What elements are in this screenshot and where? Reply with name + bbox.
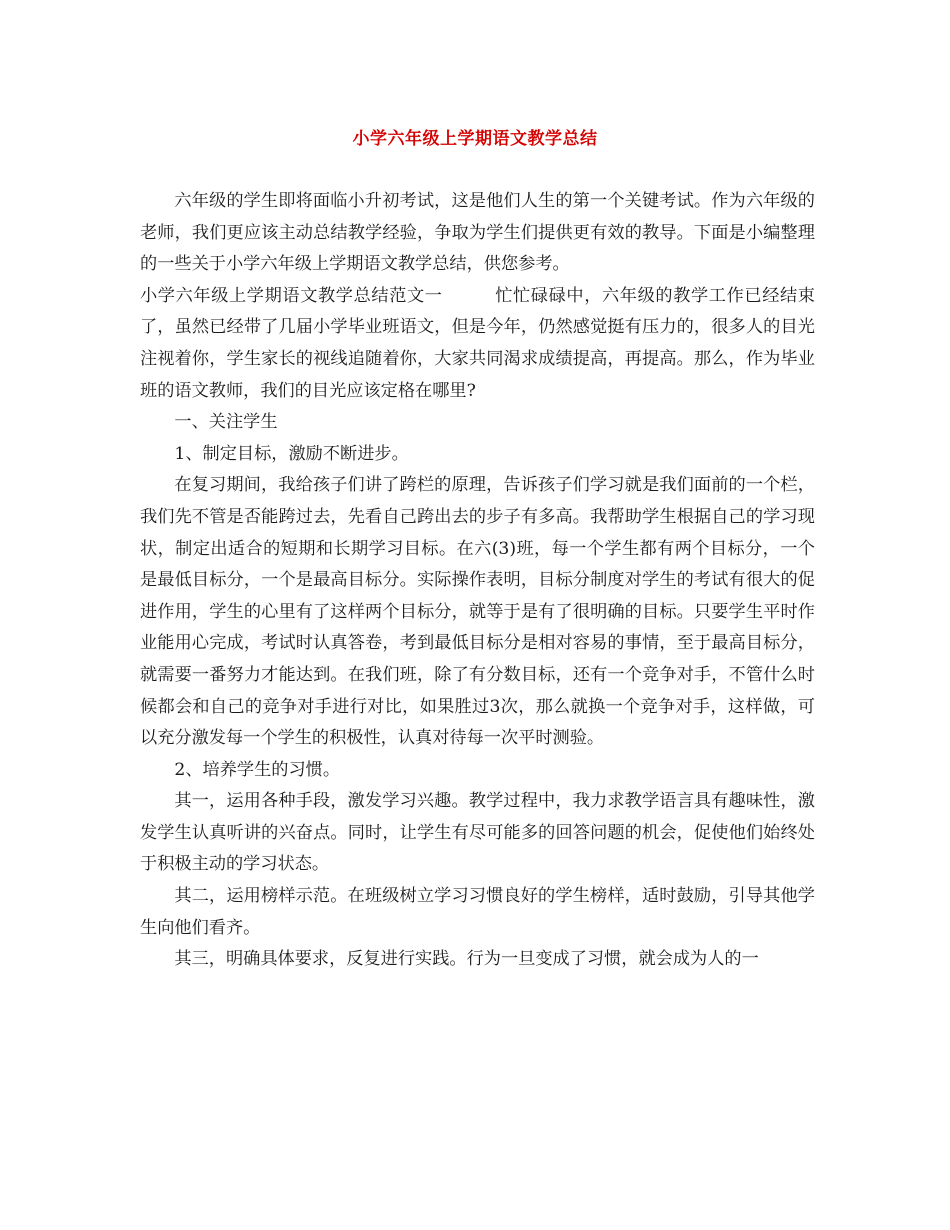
intro-paragraph: 六年级的学生即将面临小升初考试，这是他们人生的第一个关键考试。作为六年级的老师，我们更应该主动总结教学经验，争取为学生们提供更有效的教导。下面是小编整理的一些关于小学六年级上学期语文教学总结，供您参考。 — [140, 191, 815, 275]
document-title: 小学六年级上学期语文教学总结 — [352, 129, 598, 149]
habit-paragraph-3: 其三，明确具体要求，反复进行实践。行为一旦变成了习惯，就会成为人的一 — [174, 949, 759, 970]
section-heading-1: 一、关注学生 — [174, 412, 278, 433]
item-heading-2: 2、培养学生的习惯。 — [174, 759, 341, 780]
habit-paragraph-1: 其一，运用各种手段，激发学习兴趣。教学过程中，我力求教学语言具有趣味性，激发学生认真听讲的兴奋点。同时，让学生有尽可能多的回答问题的机会，促使他们始终处于积极主动的学习状态。 — [140, 791, 815, 875]
item-1-paragraph: 在复习期间，我给孩子们讲了跨栏的原理，告诉孩子们学习就是我们面前的一个栏，我们先不管是否能跨过去，先看自己跨出去的步子有多高。我帮助学生根据自己的学习现状，制定出适合的短期和长期学习目标。在六(3)班，每一个学生都有两个目标分，一个是最低目标分，一个是最高目标分。实际操作表明，目标分制度对学生的考试有很大的促进作用，学生的心里有了这样两个目标分，就等于是有了很明确的目标。只要学生平时作业能用心完成，考试时认真答卷，考到最低目标分是相对容易的事情，至于最高目标分，就需要一番努力才能达到。在我们班，除了有分数目标，还有一个竞争对手，不管什么时候都会和自己的竞争对手进行对比，如果胜过3次，那么就换一个竞争对手，这样做，可以充分激发每一个学生的积极性，认真对待每一次平时测验。 — [140, 475, 815, 749]
sample-paragraph — [140, 281, 815, 407]
habit-paragraph-2: 其二，运用榜样示范。在班级树立学习习惯良好的学生榜样，适时鼓励，引导其他学生向他们看齐。 — [140, 886, 815, 938]
sample-heading: 小学六年级上学期语文教学总结范文一 — [140, 285, 443, 306]
sample-opening: 忙忙碌碌中，六年级的教学工作已经结束了，虽然已经带了几届小学毕业班语文，但是今年，仍然感觉挺有压力的，很多人的目光注视着你，学生家长的视线追随着你，大家共同渴求成绩提高，再提高。那么，作为毕业班的语文教师，我们的目光应该定格在哪里? — [140, 285, 815, 401]
item-heading-1: 1、制定目标，激励不断进步。 — [174, 443, 409, 464]
document-body — [140, 186, 815, 976]
